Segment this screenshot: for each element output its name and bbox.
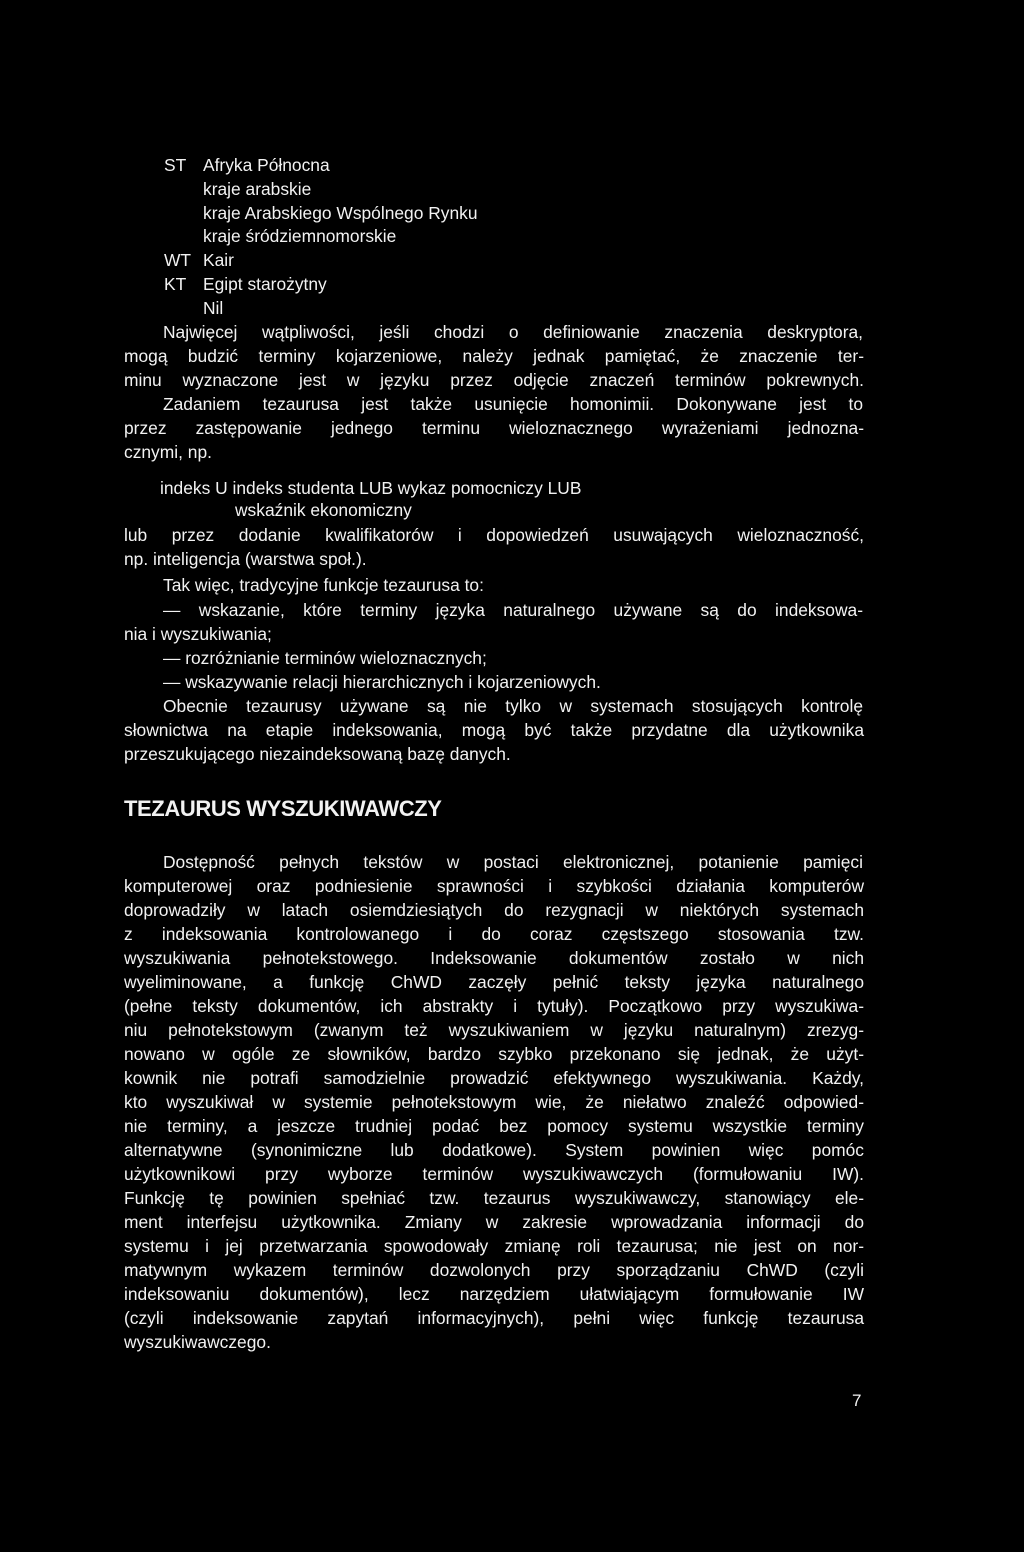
text-line: cznymi, np. <box>124 442 212 462</box>
section-heading: TEZAURUS WYSZUKIWAWCZY <box>124 796 442 821</box>
example-line: wskaźnik ekonomiczny <box>235 500 412 520</box>
st-label: ST <box>164 155 187 175</box>
text-line: nie terminy, a jeszcze trudniej podać bez pomocy systemu wszystkie terminy <box>124 1116 864 1136</box>
kt-term: Nil <box>203 298 224 318</box>
kt-label: KT <box>164 274 187 294</box>
text-line: np. inteligencja (warstwa społ.). <box>124 549 367 569</box>
text-line: (pełne teksty dokumentów, ich abstrakty i tytuły). Początkowo przy wyszukiwa- <box>124 996 864 1016</box>
text-line: użytkownikowi przy wyborze terminów wyszukiwawczych (formułowaniu IW). <box>124 1164 864 1184</box>
text-line: systemu i jej przetwarzania spowodowały zmianę roli tezaurusa; nie jest on nor- <box>124 1236 864 1256</box>
st-term: Afryka Północna <box>203 155 330 175</box>
wt-label: WT <box>164 250 192 270</box>
list-item: — wskazywanie relacji hierarchicznych i kojarzeniowych. <box>163 672 601 692</box>
text-line: kto wyszukiwał w systemie pełnotekstowym wie, że niełatwo znaleźć odpowied- <box>124 1092 864 1112</box>
text-line: mogą budzić terminy kojarzeniowe, należy jednak pamiętać, że znaczenie ter- <box>124 346 864 366</box>
text-line: wyszukiwawczego. <box>124 1332 271 1352</box>
st-term: kraje Arabskiego Wspólnego Rynku <box>203 203 478 223</box>
text-line: komputerowej oraz podniesienie sprawności i szybkości działania komputerów <box>124 876 864 896</box>
text-line: przez zastępowanie jednego terminu wieloznacznego wyrażeniami jednozna- <box>124 418 864 438</box>
text-line: lub przez dodanie kwalifikatorów i dopowiedzeń usuwających wieloznaczność, <box>124 525 864 545</box>
kt-term: Egipt starożytny <box>203 274 327 294</box>
text-line: doprowadziły w latach osiemdziesiątych do rezygnacji w niektórych systemach <box>124 900 864 920</box>
list-item: — rozróżnianie terminów wieloznacznych; <box>163 648 487 668</box>
text-line: niu pełnotekstowym (zwanym też wyszukiwaniem w języku naturalnym) zrezyg- <box>124 1020 864 1040</box>
text-line: kownik nie potrafi samodzielnie prowadzić efektywnego wyszukiwania. Każdy, <box>124 1068 864 1088</box>
text-line: alternatywne (synonimiczne lub dodatkowe). System powinien więc pomóc <box>124 1140 864 1160</box>
text-line: nowano w ogóle ze słowników, bardzo szybko przekonano się jednak, że użyt- <box>124 1044 864 1064</box>
text-line: przeszukującego niezaindeksowaną bazę danych. <box>124 744 511 764</box>
example-line: indeks U indeks studenta LUB wykaz pomocniczy LUB <box>160 478 582 498</box>
text-line: Tak więc, tradycyjne funkcje tezaurusa to: <box>163 575 484 595</box>
text-line: Funkcję tę powinien spełniać tzw. tezaurus wyszukiwawczy, stanowiący ele- <box>124 1188 864 1208</box>
text-line: (czyli indeksowanie zapytań informacyjnych), pełni więc funkcję tezaurusa <box>124 1308 864 1328</box>
text-line: matywnym wykazem terminów dozwolonych przy sporządzaniu ChWD (czyli <box>124 1260 864 1280</box>
text-line: indeksowaniu dokumentów), lecz narzędziem ułatwiającym formułowanie IW <box>124 1284 864 1304</box>
text-line: wyszukiwania pełnotekstowego. Indeksowanie dokumentów zostało w nich <box>124 948 864 968</box>
text-line: Zadaniem tezaurusa jest także usunięcie homonimii. Dokonywane jest to <box>163 394 863 414</box>
st-term: kraje arabskie <box>203 179 312 199</box>
text-line: słownictwa na etapie indeksowania, mogą być także przydatne dla użytkownika <box>124 720 864 740</box>
text-line: Dostępność pełnych tekstów w postaci elektronicznej, potanienie pamięci <box>163 852 863 872</box>
text-line: minu wyznaczone jest w języku przez odjęcie znaczeń terminów pokrewnych. <box>124 370 864 390</box>
page-number: 7 <box>852 1391 862 1410</box>
list-item-continuation: nia i wyszukiwania; <box>124 624 272 644</box>
text-line: wyeliminowane, a funkcję ChWD zaczęły pełnić teksty języka naturalnego <box>124 972 864 992</box>
text-line: ment interfejsu użytkownika. Zmiany w zakresie wprowadzania informacji do <box>124 1212 864 1232</box>
text-line: Najwięcej wątpliwości, jeśli chodzi o definiowanie znaczenia deskryptora, <box>163 322 863 342</box>
text-line: Obecnie tezaurusy używane są nie tylko w systemach stosujących kontrolę <box>163 696 863 716</box>
st-term: kraje śródziemnomorskie <box>203 226 397 246</box>
wt-term: Kair <box>203 250 234 270</box>
list-item: — wskazanie, które terminy języka naturalnego używane są do indeksowa- <box>163 600 863 620</box>
text-line: z indeksowania kontrolowanego i do coraz częstszego stosowania tzw. <box>124 924 864 944</box>
